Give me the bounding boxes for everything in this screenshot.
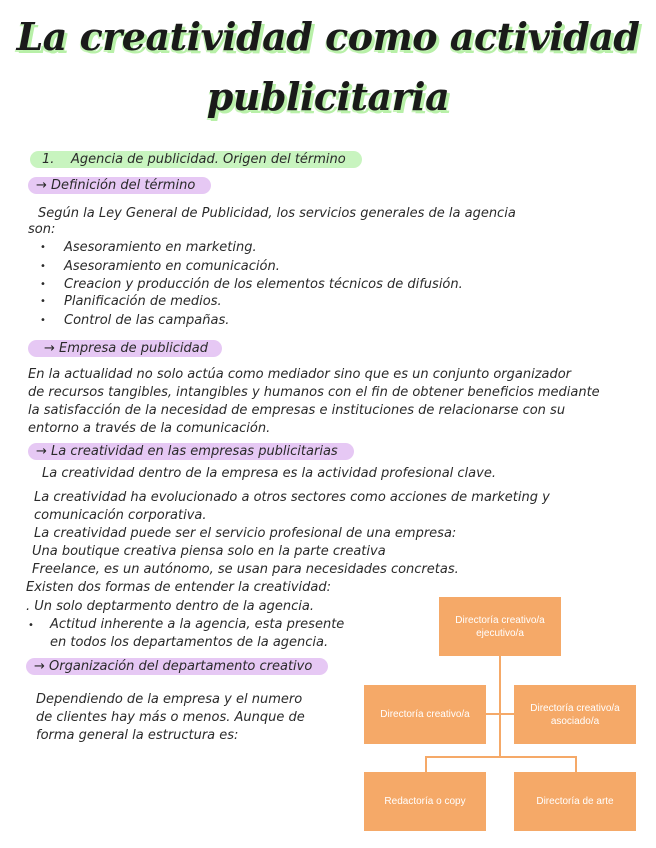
list-item: Creacion y producción de los elementos técnicos de difusión. <box>64 277 463 292</box>
creatividad-line: La creatividad ha evolucionado a otros sectores como acciones de marketing y <box>34 490 550 505</box>
connector-mid <box>486 713 514 715</box>
bullet-5: • <box>40 315 46 326</box>
list-item: Planificación de medios. <box>64 294 222 309</box>
creatividad-line: Existen dos formas de entender la creatividad: <box>26 580 331 595</box>
creatividad-line: comunicación corporativa. <box>34 508 207 523</box>
list-item: Control de las campañas. <box>64 313 230 328</box>
creatividad-line: La creatividad puede ser el servicio profesional de una empresa: <box>34 526 457 541</box>
creatividad-line: . Un solo deptarmento dentro de la agencia. <box>26 599 314 614</box>
creatividad-line: La creatividad dentro de la empresa es la actividad profesional clave. <box>42 466 496 481</box>
connector-right-drop <box>575 756 577 772</box>
empresa-line: entorno a través de la comunicación. <box>28 421 271 436</box>
empresa-line: de recursos tangibles, intangibles y humanos con el fin de obtener beneficios mediante <box>28 385 600 400</box>
bullet-actitud: • <box>28 620 34 631</box>
subheading-definicion <box>28 177 211 194</box>
org-box-bottom-left: Redactoría o copy <box>364 772 486 831</box>
creatividad-line: en todos los departamentos de la agencia. <box>50 635 329 650</box>
empresa-line: la satisfacción de la necesidad de empresas e instituciones de relacionarse con su <box>28 403 566 418</box>
bullet-1: • <box>40 242 46 253</box>
subheading-empresa-label: → Empresa de publicidad <box>28 340 222 357</box>
creatividad-line: Freelance, es un autónomo, se usan para necesidades concretas. <box>32 562 459 577</box>
connector-vertical <box>499 656 501 756</box>
subheading-definicion-label: → Definición del término <box>28 177 211 194</box>
bullet-2: • <box>40 261 46 272</box>
bullet-3: • <box>40 279 46 290</box>
list-item: Asesoramiento en marketing. <box>64 240 257 255</box>
creatividad-line: Actitud inherente a la agencia, esta presente <box>50 617 345 632</box>
bullet-4: • <box>40 296 46 307</box>
definicion-intro-line-2: son: <box>28 222 56 237</box>
page-title-line-1: La creatividad como actividad <box>16 14 640 59</box>
connector-bottom <box>425 756 577 758</box>
org-box-bottom-right: Directoría de arte <box>514 772 636 831</box>
page-title-line-2: publicitaria <box>206 74 450 119</box>
org-box-top: Directoría creativo/a ejecutivo/a <box>439 597 561 656</box>
organizacion-line: forma general la estructura es: <box>36 728 239 743</box>
definicion-intro-line-1: Según la Ley General de Publicidad, los servicios generales de la agencia <box>38 206 516 221</box>
org-box-mid-left: Directoría creativo/a <box>364 685 486 744</box>
section-title: Agencia de publicidad. Origen del término <box>70 152 346 167</box>
subheading-organizacion-label: → Organización del departamento creativo <box>26 658 328 675</box>
subheading-empresa <box>28 340 222 357</box>
org-box-mid-right: Directoría creativo/a asociado/a <box>514 685 636 744</box>
connector-left-drop <box>425 756 427 772</box>
organizacion-line: de clientes hay más o menos. Aunque de <box>36 710 305 725</box>
creatividad-line: Una boutique creativa piensa solo en la parte creativa <box>32 544 386 559</box>
section-number: 1. <box>42 152 55 167</box>
organizacion-line: Dependiendo de la empresa y el numero <box>36 692 303 707</box>
empresa-line: En la actualidad no solo actúa como mediador sino que es un conjunto organizador <box>28 367 572 382</box>
subheading-creatividad-label: → La creatividad en las empresas publicitarias <box>28 443 354 460</box>
subheading-creatividad <box>28 443 354 460</box>
subheading-organizacion <box>26 658 328 675</box>
section-heading <box>30 151 362 168</box>
list-item: Asesoramiento en comunicación. <box>64 259 280 274</box>
